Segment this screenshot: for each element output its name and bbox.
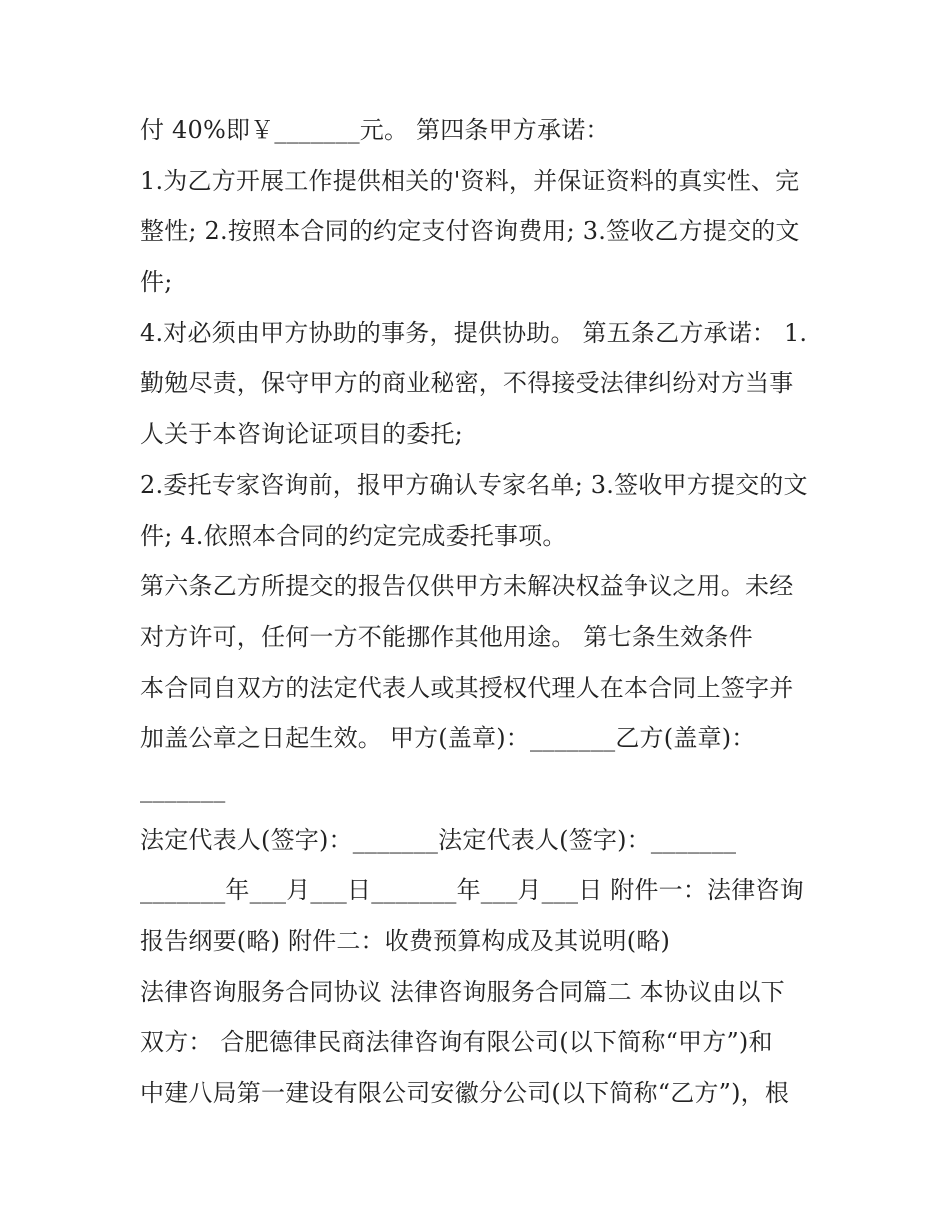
text-line-4: 件; [140,268,173,297]
text-line-2: 1.为乙方开展工作提供相关的'资料，并保证资料的真实性、完 [140,166,800,195]
text-line-10: 第六条乙方所提交的报告仅供甲方未解决权益争议之用。未经 [140,572,794,601]
text-line-5: 4.对必须由甲方协助的事务，提供协助。 第五条乙方承诺： 1. [140,318,808,347]
text-line-1: 付 40%即￥_______元。 第四条甲方承诺： [140,116,610,144]
text-line-15: 法定代表人(签字)：_______法定代表人(签字)：_______ [140,825,737,854]
text-line-9: 件; 4.依照本合同的约定完成委托事项。 [140,521,567,550]
text-line-3: 整性; 2.按照本合同的约定支付咨询费用; 3.签收乙方提交的文 [140,217,800,246]
text-line-17: 报告纲要(略) 附件二：收费预算构成及其说明(略) [140,927,671,955]
text-line-16: _______年___月___日_______年___月___日 附件一：法律咨询 [140,876,804,905]
text-line-12: 本合同自双方的法定代表人或其授权代理人在本合同上签字并 [140,673,794,702]
text-line-14: _______ [140,774,226,803]
text-line-6: 勤勉尽责，保守甲方的商业秘密，不得接受法律纠纷对方当事 [140,369,794,398]
text-line-19: 双方： 合肥德律民商法律咨询有限公司(以下简称“甲方”)和 [140,1028,773,1057]
text-line-18: 法律咨询服务合同协议 法律咨询服务合同篇二 本协议由以下 [140,977,785,1006]
text-line-8: 2.委托专家咨询前，报甲方确认专家名单; 3.签收甲方提交的文 [140,470,808,499]
text-line-7: 人关于本咨询论证项目的委托; [140,420,463,449]
document-body [140,105,820,1119]
text-line-11: 对方许可，任何一方不能挪作其他用途。 第七条生效条件 [140,622,753,651]
text-line-13: 加盖公章之日起生效。 甲方(盖章)：_______乙方(盖章)： [140,724,756,753]
text-line-20: 中建八局第一建设有限公司安徽分公司(以下简称“乙方”)，根 [140,1079,790,1108]
